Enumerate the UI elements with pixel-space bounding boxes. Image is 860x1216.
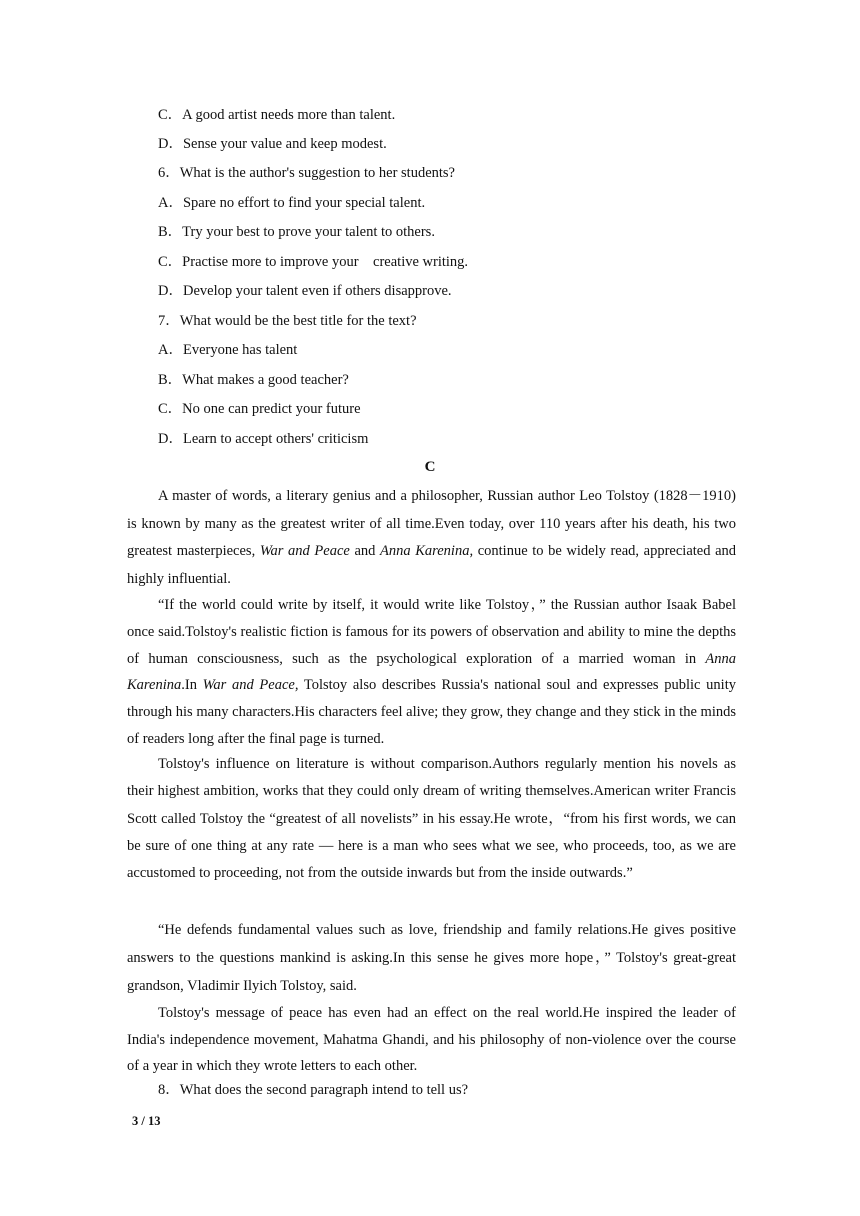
page-number: 3 / 13 [132,1114,161,1128]
question-6: 6．What is the author's suggestion to her students? [158,165,455,181]
section-heading: C [424,459,436,475]
q6-option-d: D．Develop your talent even if others disapprove. [158,283,452,299]
passage-paragraph-1: A master of words, a literary genius and a philosopher, Russian author Leo Tolstoy (1828－1910) is known by many as the greatest writer of all time.Even today, over 110 years after his death, his two greatest masterpieces, War and Peace and Anna Karenina, continue to be widely read, appreciated and highly influential. [127,488,737,588]
q6-option-a: A．Spare no effort to find your special talent. [158,195,426,211]
q7-option-b: B．What makes a good teacher? [158,372,349,388]
q7-option-d: D．Learn to accept others' criticism [158,431,369,447]
passage-paragraph-4: “He defends fundamental values such as love, friendship and family relations.He gives positive answers to the questions mankind is asking.In this sense he gives more hope，” Tolstoy's great-great grandson, Vladimir Ilyich Tolstoy, said. [127,922,736,994]
q6-option-c: C．Practise more to improve your creative writing. [158,254,469,270]
passage-paragraph-3: Tolstoy's influence on literature is without comparison.Authors regularly mention his novels as their highest ambition, works that they could only dream of writing themselves.American writer Francis Scott called Tolstoy the “greatest of all novelists” in his essay.He wrote，“from his first words, we can be sure of one thing at any rate — here is a man who sees what we see, who proceeds, too, as we are accustomed to proceeding, not from the outside inwards but from the inside outwards.” [127,756,736,882]
question-8: 8．What does the second paragraph intend to tell us? [158,1082,469,1098]
passage-paragraph-2: “If the world could write by itself, it would write like Tolstoy，” the Russian author Isaak Babel once said.Tolstoy's realistic fiction is famous for its powers of observation and ability to mine the depths of human consciousness, such as the psychological exploration of a married woman in Anna Karenina.In War and Peace, Tolstoy also describes Russia's national soul and expresses public unity through his many characters.His characters feel alive; they grow, they change and they stick in the minds of readers long after the final page is turned. [127,597,736,747]
q5-option-d: D．Sense your value and keep modest. [158,136,387,152]
passage-paragraph-5: Tolstoy's message of peace has even had an effect on the real world.He inspired the leader of India's independence movement, Mahatma Ghandi, and his philosophy of non-violence over the course of a year in which they wrote letters to each other. [127,1005,736,1074]
q5-option-c: C．A good artist needs more than talent. [158,107,396,123]
q7-option-a: A．Everyone has talent [158,342,298,358]
question-7: 7．What would be the best title for the text? [158,313,417,329]
q6-option-b: B．Try your best to prove your talent to others. [158,224,435,240]
q7-option-c: C．No one can predict your future [158,401,361,417]
